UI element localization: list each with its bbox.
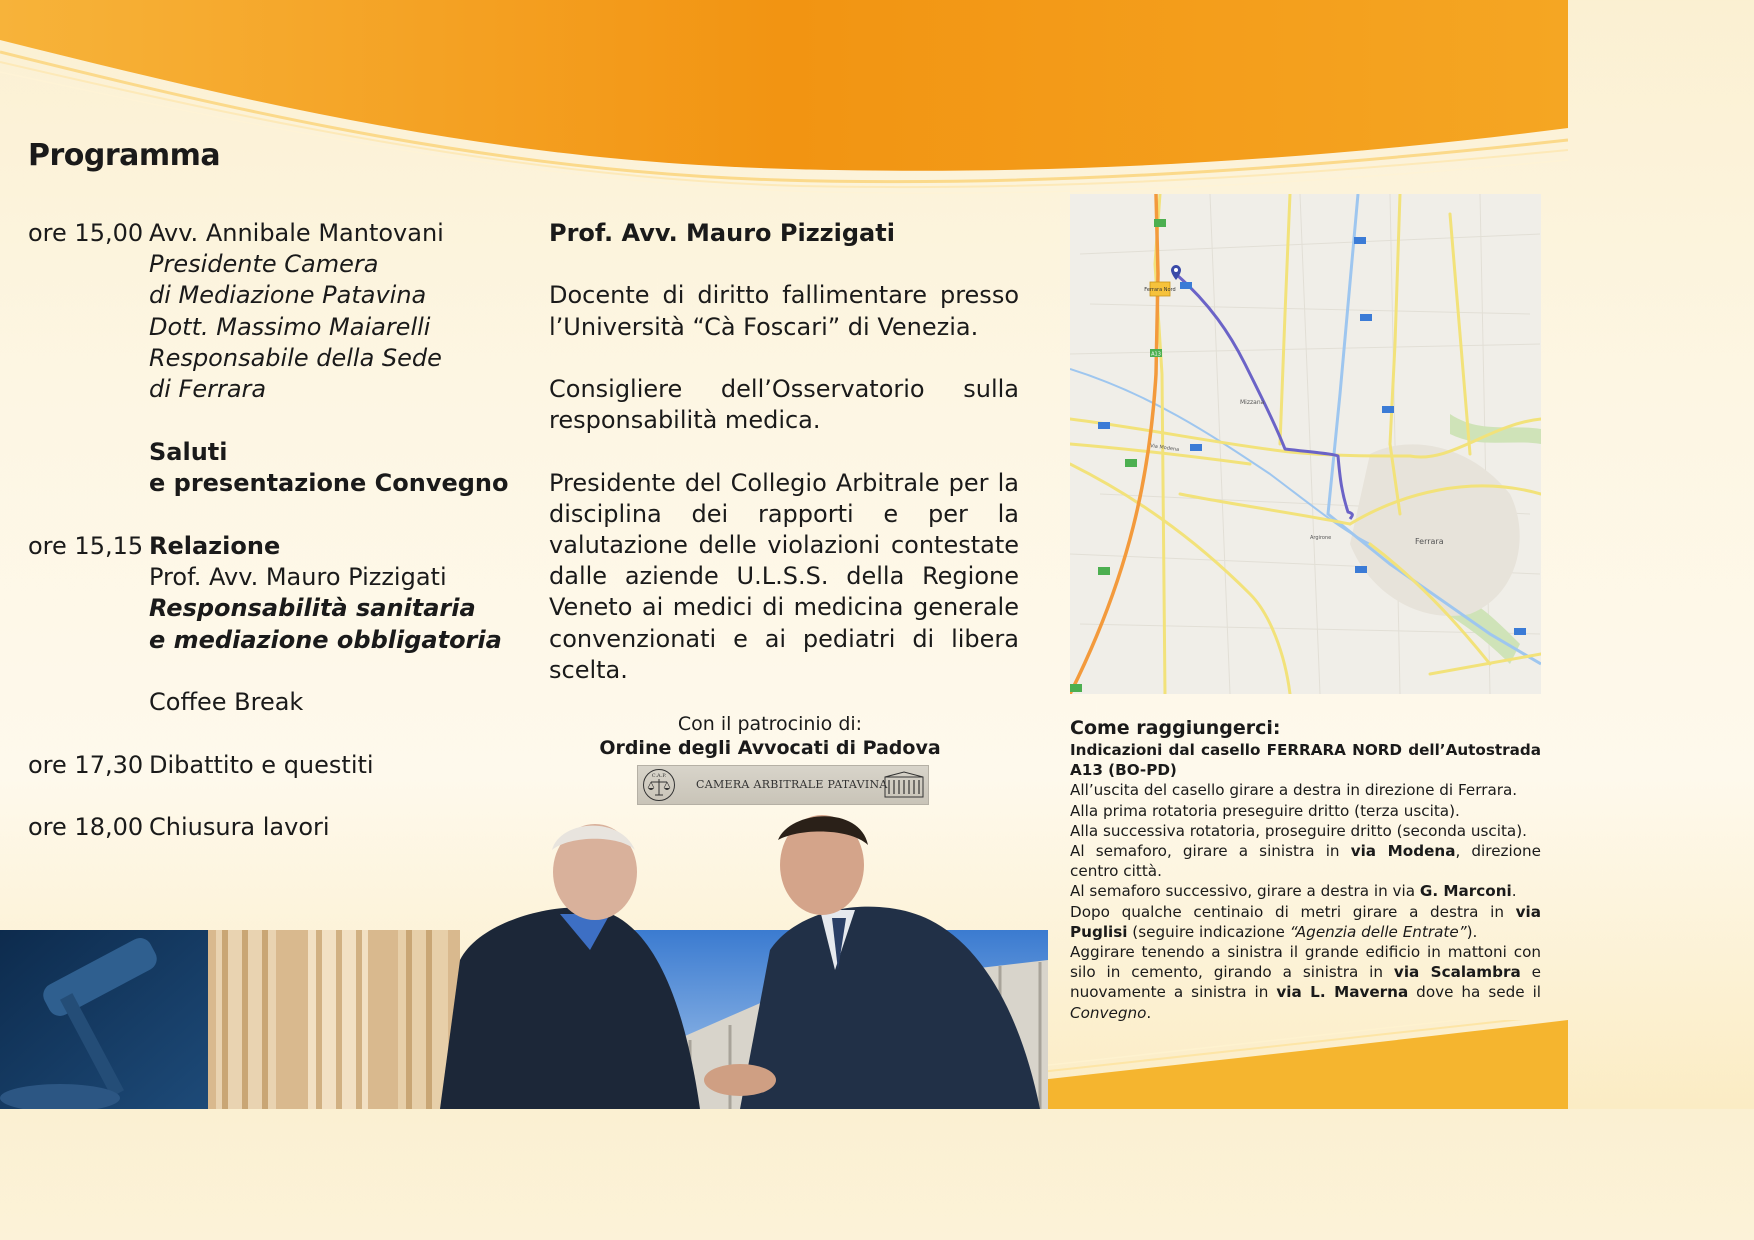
step-text: Alla prima rotatoria preseguire dritto (terza uscita). (1070, 801, 1460, 820)
programma-line: Prof. Avv. Mauro Pizzigati (149, 563, 447, 592)
programma-line: e presentazione Convegno (149, 469, 509, 498)
directions-step (1070, 942, 1541, 1023)
handshake-photo (440, 810, 1048, 1109)
map-label: Argirone (1310, 535, 1332, 541)
footer-wave-decoration (1040, 1020, 1568, 1109)
directions-subheading: Indicazioni dal casello FERRARA NORD dell’Autostrada A13 (BO-PD) (1070, 741, 1541, 780)
speaker-paragraph: Docente di diritto fallimentare presso l’Università “Cà Foscari” di Venezia. (549, 281, 1019, 341)
programma-time: ore 18,00 (28, 813, 144, 841)
directions (1070, 716, 1541, 1023)
directions-step (1070, 801, 1541, 821)
step-text: . (1146, 1003, 1152, 1022)
patronage-org: Ordine degli Avvocati di Padova (599, 737, 941, 759)
step-text: ). (1466, 922, 1478, 941)
programma-title: Programma (28, 138, 221, 173)
businessman-left (440, 824, 700, 1109)
directions-steps (1070, 780, 1541, 1022)
programma-time: ore 17,30 (28, 751, 144, 779)
programma-details (149, 687, 509, 718)
map-label: A13 (1151, 351, 1161, 358)
step-text: Al semaforo successivo, girare a destra in via (1070, 882, 1420, 901)
directions-step (1070, 821, 1541, 841)
step-text: Dopo qualche centinaio di metri girare a destra in (1070, 902, 1516, 921)
programma-details (149, 218, 509, 405)
step-text: Al semaforo, girare a sinistra in (1070, 842, 1351, 861)
programma-line: Dibattito e questiti (149, 751, 374, 779)
column-icon (216, 930, 448, 1109)
businessman-right (740, 815, 1040, 1109)
scales-of-justice-icon (642, 768, 676, 802)
speaker-paragraph: Consigliere dell’Osservatorio sulla responsabilità medica. (549, 374, 1019, 435)
step-text: dove ha sede il (1408, 983, 1542, 1002)
header-wave-decoration (0, 0, 1568, 200)
programma-details (149, 750, 509, 781)
programma-line: di Ferrara (149, 375, 267, 404)
patronage-label: Con il patrocinio di: (677, 713, 863, 735)
programma-line: Avv. Annibale Mantovani (149, 219, 444, 247)
street-name: via Puglisi (1070, 902, 1541, 941)
speaker-name: Prof. Avv. Mauro Pizzigati (549, 219, 895, 247)
directions-step (1070, 902, 1541, 942)
programma-time: ore 15,15 (28, 532, 144, 560)
street-name: via Modena (1350, 842, 1456, 861)
programma-line: Coffee Break (149, 688, 304, 716)
speaker-bio (549, 218, 1019, 717)
step-text: Alla successiva rotatoria, proseguire dritto (seconda uscita). (1070, 821, 1527, 840)
directions-heading: Come raggiungerci: (1070, 717, 1281, 739)
directions-step (1070, 780, 1541, 800)
step-text: All’uscita del casello girare a destra in direzione di Ferrara. (1070, 781, 1518, 800)
step-text: , direzione centro città. (1070, 842, 1541, 881)
programma-time: ore 15,00 (28, 219, 144, 247)
street-name: via Scalambra (1393, 963, 1521, 982)
map-label: Mizzana (1240, 399, 1265, 406)
programma-details (149, 437, 509, 499)
step-text: (seguire indicazione (1127, 922, 1290, 941)
camera-arbitrale-logo (637, 765, 929, 805)
camera-logo-text: CAMERA ARBITRALE PATAVINA (696, 778, 888, 791)
programma-line: e mediazione obbligatoria (149, 625, 502, 654)
programma-line: Dott. Massimo Maiarelli (149, 312, 431, 341)
location-map[interactable] (1070, 194, 1541, 694)
step-text: “Agenzia delle Entrate” (1289, 922, 1467, 941)
speaker-paragraph: Presidente del Collegio Arbitrale per la disciplina dei rapporti e per la valutazione delle violazioni contestate dalle aziende U.L.S.S. della Regione Veneto ai medici di medicina generale convenzionati e ai pediatri di libera scelta. (549, 468, 1019, 684)
patronage (560, 712, 980, 760)
directions-step (1070, 841, 1541, 881)
step-text: e nuovamente a sinistra in (1070, 963, 1541, 1002)
programma-line: Presidente Camera (149, 250, 379, 279)
programma-line: Responsabile della Sede (149, 343, 442, 372)
programma-line: Chiusura lavori (149, 813, 330, 841)
map-label: Ferrara (1415, 537, 1444, 546)
street-name: G. Marconi (1419, 882, 1512, 901)
street-name: via L. Maverna (1276, 983, 1409, 1002)
map-label: Ferrara Nord (1144, 287, 1176, 293)
programma-line: di Mediazione Patavina (149, 281, 427, 310)
programma-details (149, 531, 509, 656)
directions-step (1070, 881, 1541, 901)
palazzo-icon (884, 771, 924, 799)
seal-text: C.A.P. (651, 773, 667, 779)
gavel-photo (0, 930, 208, 1109)
step-text: . (1511, 882, 1517, 901)
programma-line: Responsabilità sanitaria (149, 594, 476, 623)
step-text: Convegno (1070, 1003, 1147, 1022)
programma-line: Relazione (149, 532, 281, 560)
columns-photo (208, 930, 460, 1109)
programma-line: Saluti (149, 438, 228, 466)
map-label: Via Modena (1149, 443, 1180, 454)
step-text: Aggirare tenendo a sinistra il grande edificio in mattoni con silo in cemento, girando a sinistra in (1070, 943, 1541, 982)
map-shield-a13 (1150, 349, 1162, 358)
